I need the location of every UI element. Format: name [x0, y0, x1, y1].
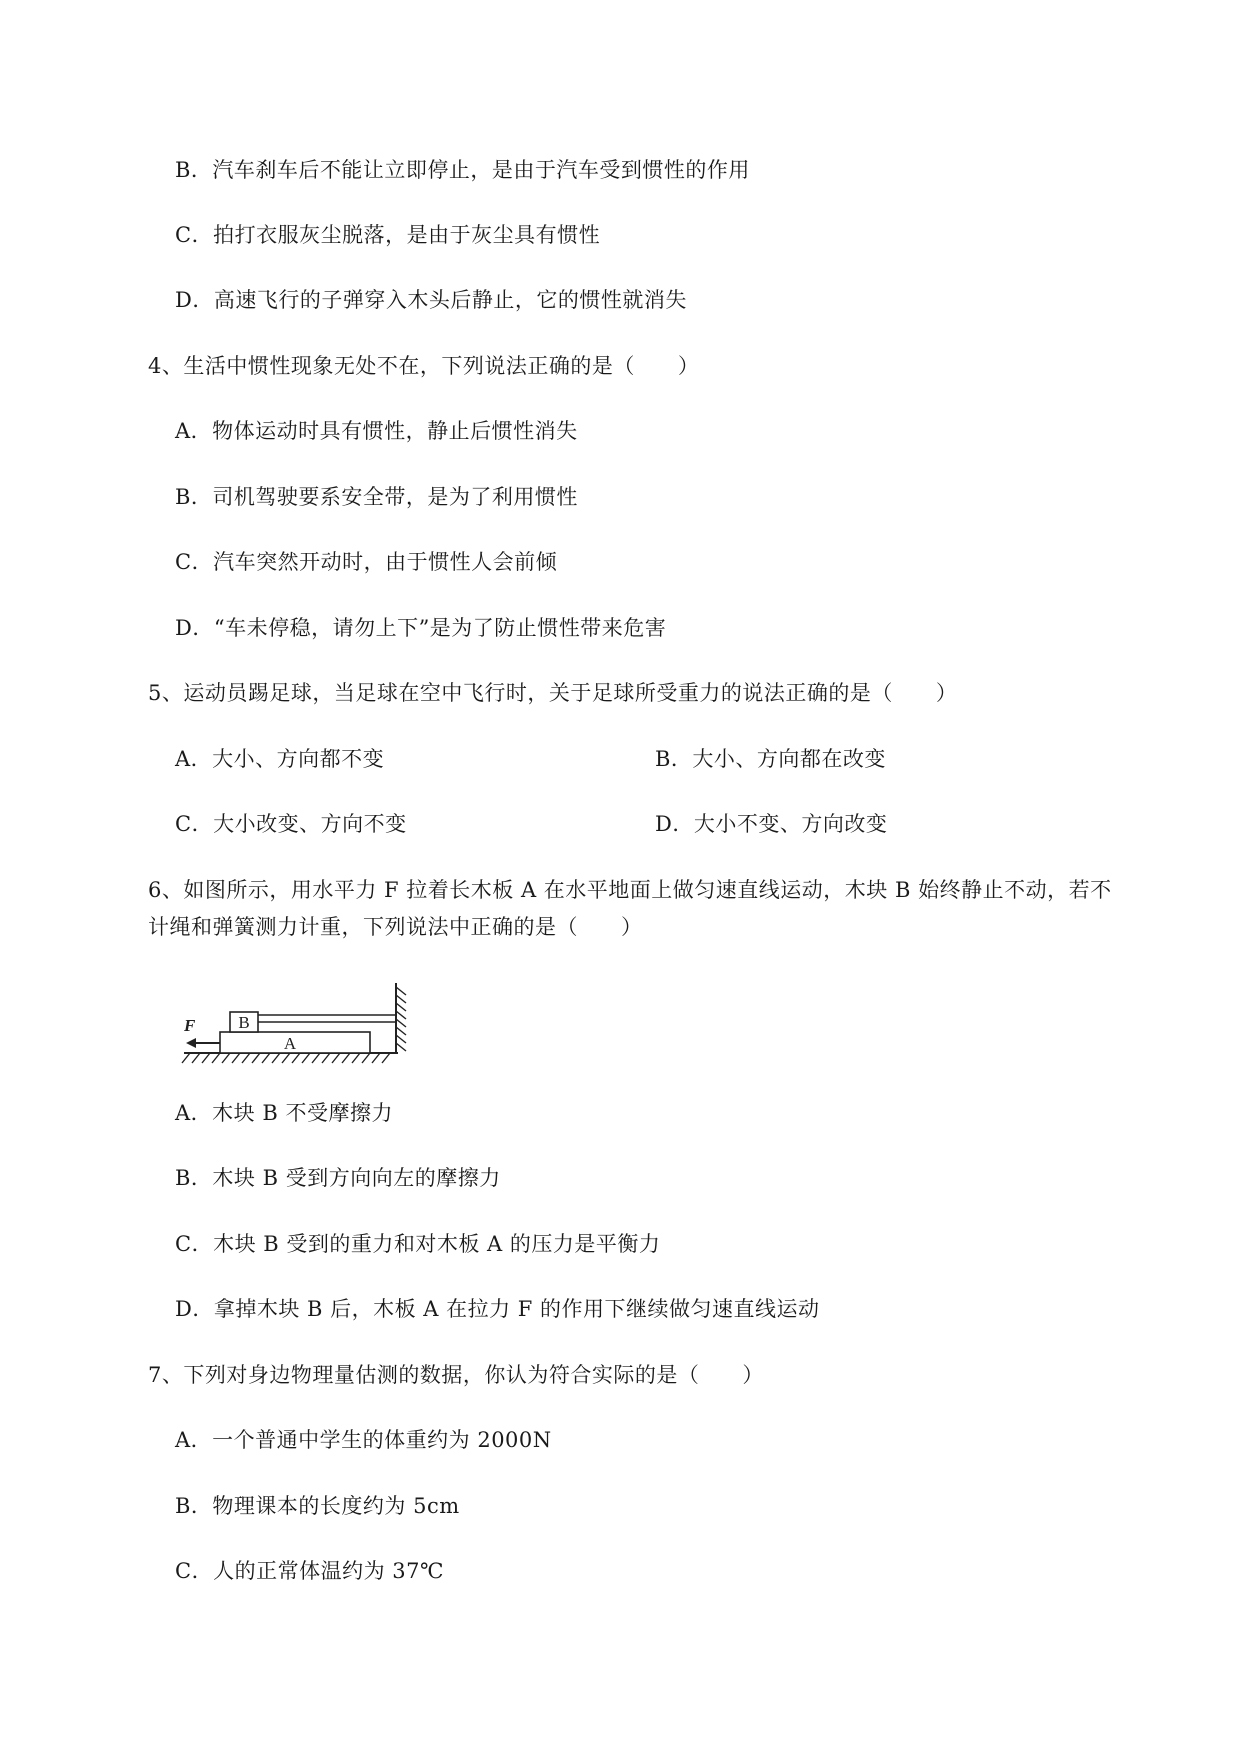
q6-option-D: D．拿掉木块 B 后，木板 A 在拉力 F 的作用下继续做匀速直线运动: [175, 1297, 820, 1321]
q5-option-D: D．大小不变、方向改变: [655, 812, 888, 836]
q7-option-C: C．人的正常体温约为 37℃: [175, 1559, 444, 1583]
option-D-prev: D．高速飞行的子弹穿入木头后静止，它的惯性就消失: [175, 288, 687, 312]
wall-hatching: [396, 987, 406, 1051]
q6-option-B: B．木块 B 受到方向向左的摩擦力: [175, 1166, 501, 1190]
q4-option-B: B．司机驾驶要系安全带，是为了利用惯性: [175, 485, 578, 509]
q5-option-C: C．大小改变、方向不变: [175, 812, 407, 836]
question-6-stem-line1: 6、如图所示，用水平力 F 拉着长木板 A 在水平地面上做匀速直线运动，木块 B 始终静止不动，若不: [148, 878, 1112, 902]
option-B-prev: B．汽车刹车后不能让立即停止，是由于汽车受到惯性的作用: [175, 158, 750, 182]
q4-option-A: A．物体运动时具有惯性，静止后惯性消失: [175, 419, 578, 443]
q7-option-A: A．一个普通中学生的体重约为 2000N: [175, 1428, 552, 1452]
option-C-prev: C．拍打衣服灰尘脱落，是由于灰尘具有惯性: [175, 223, 601, 247]
block-b-label: B: [238, 1013, 250, 1032]
question-4-stem: 4、生活中惯性现象无处不在，下列说法正确的是（ ）: [148, 354, 700, 378]
question-7-stem: 7、下列对身边物理量估测的数据，你认为符合实际的是（ ）: [148, 1363, 764, 1387]
q6-figure: [170, 975, 430, 1075]
q4-option-D: D．“车未停稳，请勿上下”是为了防止惯性带来危害: [175, 616, 667, 640]
question-5-stem: 5、运动员踢足球，当足球在空中飞行时，关于足球所受重力的说法正确的是（ ）: [148, 681, 958, 705]
q6-option-A: A．木块 B 不受摩擦力: [175, 1101, 393, 1125]
board-a-label: A: [283, 1034, 297, 1053]
question-6-stem-line2: 计绳和弹簧测力计重，下列说法中正确的是（ ）: [148, 915, 643, 939]
force-label: F: [184, 1016, 196, 1035]
q6-option-C: C．木块 B 受到的重力和对木板 A 的压力是平衡力: [175, 1232, 661, 1256]
q5-option-A: A．大小、方向都不变: [175, 747, 385, 771]
q7-option-B: B．物理课本的长度约为 5cm: [175, 1494, 460, 1518]
q4-option-C: C．汽车突然开动时，由于惯性人会前倾: [175, 550, 558, 574]
q5-option-B: B．大小、方向都在改变: [655, 747, 886, 771]
ground-hatching: [182, 1053, 390, 1063]
force-arrow-head: [186, 1038, 196, 1048]
